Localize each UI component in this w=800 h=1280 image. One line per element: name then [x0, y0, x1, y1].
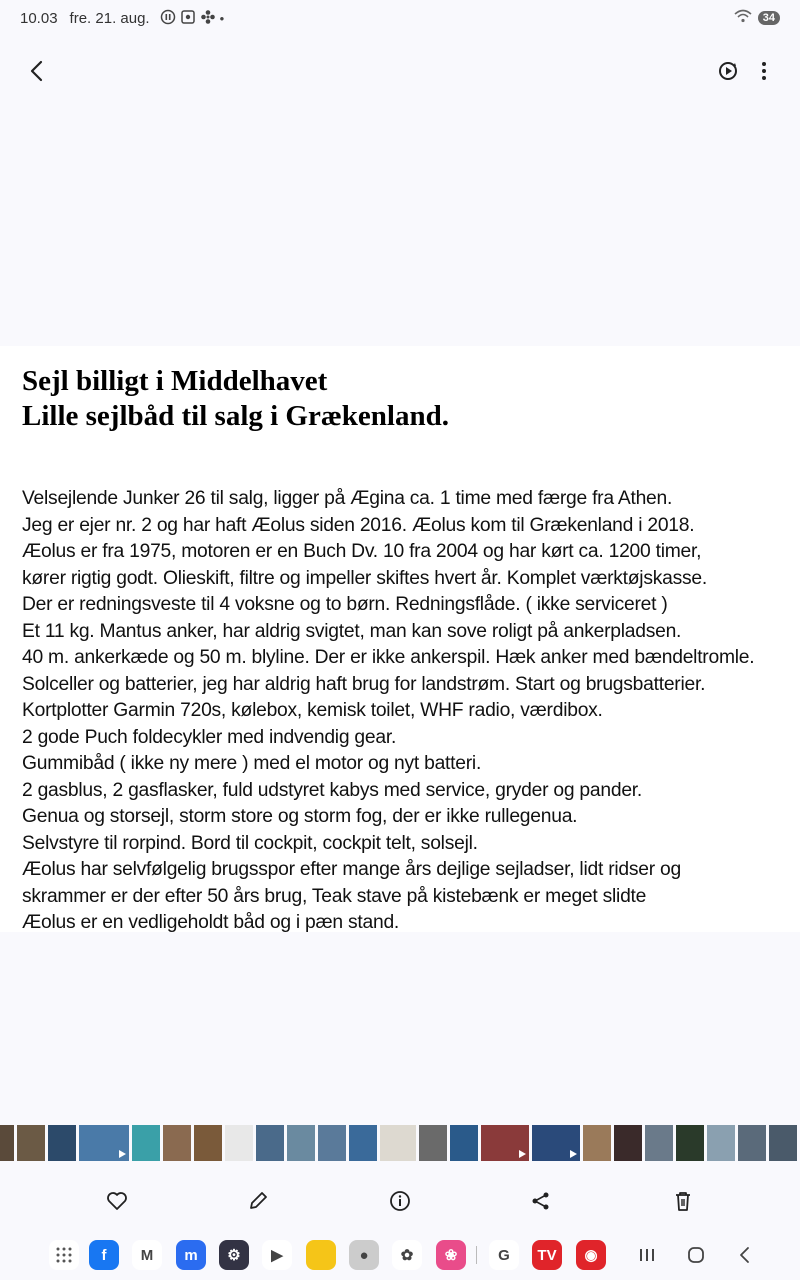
document-line: Solceller og batterier, jeg har aldrig haft brug for landstrøm. Start og brugsbatterier. — [22, 673, 706, 695]
document-line: Gummibåd ( ikke ny mere ) med el motor og nyt batteri. — [22, 753, 482, 774]
thumbnail-strip[interactable] — [0, 1124, 800, 1162]
status-date: fre. 21. aug. — [69, 9, 150, 27]
thumbnail[interactable] — [48, 1125, 76, 1161]
thumbnail[interactable] — [532, 1125, 580, 1161]
pencil-icon[interactable] — [242, 1186, 274, 1216]
messenger-app-icon[interactable]: m — [176, 1240, 206, 1270]
document-line: Der er redningsveste til 4 voksne og to børn. Redningsflåde. ( ikke serviceret ) — [22, 594, 668, 615]
document-line: Kortplotter Garmin 720s, kølebox, kemisk toilet, WHF radio, værdibox. — [22, 700, 603, 721]
screenshot-icon — [180, 9, 196, 28]
thumbnail[interactable] — [79, 1125, 129, 1161]
thumbnail[interactable] — [256, 1125, 284, 1161]
document-line: Æolus er en vedligeholdt båd og i pæn stand. — [22, 912, 400, 932]
document-line: Æolus er fra 1975, motoren er en Buch Dv. 10 fra 2004 og har kørt ca. 1200 timer, — [22, 541, 702, 562]
thumbnail[interactable] — [707, 1125, 735, 1161]
title-line-2: Lille sejlbåd til salg i Grækenland. — [22, 400, 449, 432]
thumbnail[interactable] — [132, 1125, 160, 1161]
thumbnail[interactable] — [769, 1125, 797, 1161]
action-bar — [0, 1178, 800, 1222]
screen-record-icon — [160, 9, 176, 28]
thumbnail[interactable] — [17, 1125, 45, 1161]
thumbnail[interactable] — [287, 1125, 315, 1161]
more-vertical-icon[interactable] — [750, 56, 778, 86]
document-line: 2 gasblus, 2 gasflasker, fuld udstyret kabys med service, gryder og pander. — [22, 779, 643, 801]
play-store-app-icon[interactable]: ▶ — [262, 1240, 292, 1270]
play-icon — [570, 1150, 577, 1158]
remaster-icon[interactable] — [712, 56, 744, 86]
share-icon[interactable] — [525, 1186, 557, 1216]
notification-icons — [160, 9, 225, 28]
document-line: Genua og storsejl, storm store og storm fog, der er ikke rullegenua. — [22, 806, 578, 827]
thumbnail[interactable] — [0, 1125, 14, 1161]
news-app-icon[interactable]: ◉ — [576, 1240, 606, 1270]
facebook-app-icon[interactable]: f — [89, 1240, 119, 1270]
thumbnail[interactable] — [583, 1125, 611, 1161]
status-time: 10.03 — [20, 9, 58, 27]
app-drawer-app-icon[interactable] — [49, 1240, 79, 1270]
thumbnail[interactable] — [349, 1125, 377, 1161]
info-icon[interactable] — [384, 1186, 416, 1216]
thumbnail[interactable] — [676, 1125, 704, 1161]
taskbar — [0, 1236, 800, 1276]
thumbnail[interactable] — [614, 1125, 642, 1161]
document-line: kører rigtig godt. Olieskift, filtre og impeller skiftes hvert år. Komplet værktøjskasse. — [22, 567, 707, 589]
home-icon[interactable] — [681, 1240, 711, 1270]
status-bar — [0, 0, 800, 36]
thumbnail[interactable] — [225, 1125, 253, 1161]
document-line: Velsejlende Junker 26 til salg, ligger på Ægina ca. 1 time med færge fra Athen. — [22, 488, 673, 509]
document-line: Jeg er ejer nr. 2 og har haft Æolus siden 2016. Æolus kom til Grækenland i 2018. — [22, 514, 695, 536]
trash-icon[interactable] — [667, 1186, 699, 1216]
tv2-app-icon[interactable]: TV — [532, 1240, 562, 1270]
wifi-icon — [734, 9, 752, 27]
document-line: 2 gode Puch foldecykler med indvendig gear. — [22, 726, 397, 748]
play-icon — [519, 1150, 526, 1158]
document-line: Æolus har selvfølgelig brugsspor efter mange års dejlige sejladser, lidt ridser og — [22, 859, 681, 880]
thumbnail[interactable] — [645, 1125, 673, 1161]
camera-app-icon[interactable]: ● — [349, 1240, 379, 1270]
document-body — [22, 486, 792, 932]
thumbnail[interactable] — [163, 1125, 191, 1161]
thumbnail[interactable] — [419, 1125, 447, 1161]
battery-indicator: 34 — [758, 11, 780, 25]
thumbnail[interactable] — [194, 1125, 222, 1161]
document-image[interactable] — [0, 346, 800, 932]
flower-icon — [200, 9, 216, 28]
dot-icon: • — [219, 10, 225, 26]
thumbnail[interactable] — [380, 1125, 416, 1161]
chevron-left-icon[interactable] — [22, 56, 52, 86]
thumbnail[interactable] — [450, 1125, 478, 1161]
title-line-1: Sejl billigt i Middelhavet — [22, 365, 328, 397]
thumbnail[interactable] — [318, 1125, 346, 1161]
thumbnail[interactable] — [738, 1125, 766, 1161]
document-line: skrammer er der efter 50 års brug, Teak stave på kistebænk er meget slidte — [22, 885, 647, 907]
document-line: 40 m. ankerkæde og 50 m. blyline. Der er ikke ankerspil. Hæk anker med bændeltromle. — [22, 647, 755, 668]
viewer-top-bar — [0, 44, 800, 96]
google-app-icon[interactable]: G — [489, 1240, 519, 1270]
heart-icon[interactable] — [101, 1186, 133, 1216]
document-title — [22, 364, 449, 434]
document-line: Selvstyre til rorpind. Bord til cockpit, cockpit telt, solsejl. — [22, 832, 478, 854]
status-right — [734, 9, 780, 27]
recents-icon[interactable] — [632, 1240, 662, 1270]
back-nav-icon[interactable] — [730, 1240, 760, 1270]
gmail-app-icon[interactable]: M — [132, 1240, 162, 1270]
settings-app-icon[interactable]: ⚙ — [219, 1240, 249, 1270]
dock-separator — [476, 1246, 477, 1264]
play-icon — [119, 1150, 126, 1158]
gallery-app-icon[interactable]: ❀ — [436, 1240, 466, 1270]
photos-app-icon[interactable]: ✿ — [392, 1240, 422, 1270]
thumbnail[interactable] — [481, 1125, 529, 1161]
document-line: Et 11 kg. Mantus anker, har aldrig svigtet, man kan sove roligt på ankerpladsen. — [22, 620, 682, 642]
files-app-icon[interactable] — [306, 1240, 336, 1270]
